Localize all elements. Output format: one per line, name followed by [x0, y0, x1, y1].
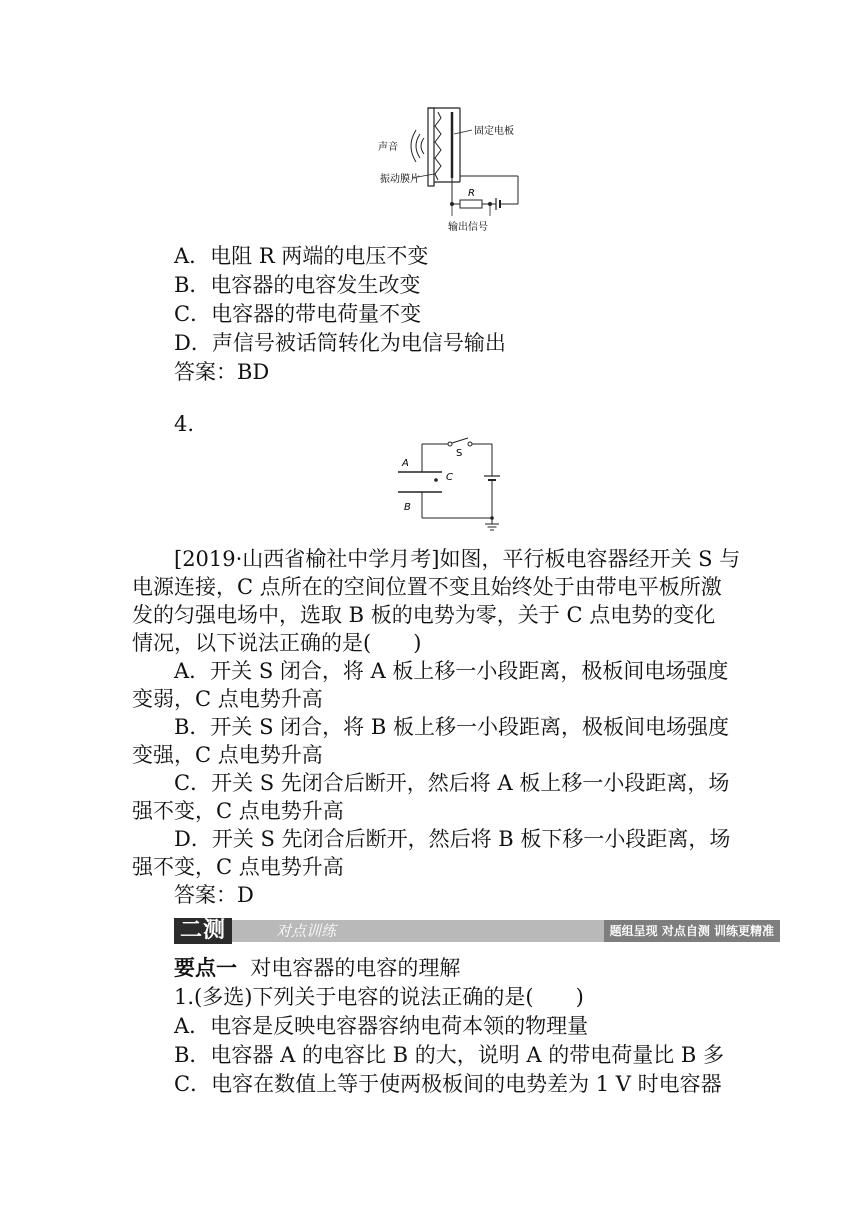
output-signal-label: 输出信号	[448, 222, 488, 233]
q3-option-d: D．声信号被话筒转化为电信号输出	[174, 331, 506, 355]
q3-answer: 答案：BD	[174, 360, 270, 384]
q1-stem: 1.(多选)下列关于电容的说法正确的是( )	[174, 985, 584, 1009]
q4-option-a-line-2: 变弱，C 点电势升高	[132, 687, 323, 711]
q4-number: 4.	[174, 412, 195, 436]
q4-stem-line-2: 电源连接，C 点所在的空间位置不变且始终处于由带电平板所激	[132, 575, 722, 599]
section-banner	[174, 918, 780, 944]
resistor-label: R	[468, 188, 475, 199]
plate-b-label: B	[404, 502, 411, 513]
fixed-plate-label: 固定电板	[474, 126, 514, 137]
banner-title: 二测	[174, 918, 232, 944]
switch-s-label: S	[456, 448, 463, 459]
section-heading-row	[174, 954, 460, 982]
plate-a-label: A	[402, 458, 409, 469]
q1-option-c: C．电容在数值上等于使两极板间的电势差为 1 V 时电容器	[174, 1072, 722, 1096]
q1-option-b: B．电容器 A 的电容比 B 的大，说明 A 的带电荷量比 B 多	[174, 1043, 725, 1067]
q3-option-c: C．电容器的带电荷量不变	[174, 302, 422, 326]
sound-label: 声音	[378, 142, 398, 153]
q4-option-c-line-2: 强不变，C 点电势升高	[132, 799, 344, 823]
point-c-label: C	[446, 472, 453, 483]
q4-option-c-line-1: C．开关 S 先闭合后断开，然后将 A 板上移一小段距离，场	[174, 771, 730, 795]
banner-right-text: 题组呈现 对点自测 训练更精准	[604, 920, 780, 942]
banner-subtitle: 对点训练	[276, 922, 337, 940]
q4-stem-line-3: 发的匀强电场中，选取 B 板的电势为零，关于 C 点电势的变化	[132, 603, 716, 627]
q3-option-a: A．电阻 R 两端的电压不变	[174, 244, 429, 268]
q1-option-a: A．电容是反映电容器容纳电荷本领的物理量	[174, 1014, 589, 1038]
q3-option-b: B．电容器的电容发生改变	[174, 273, 421, 297]
q4-stem-line-4: 情况，以下说法正确的是( )	[132, 631, 422, 655]
parallel-plate-figure	[392, 432, 508, 534]
q4-stem-line-1: [2019·山西省榆社中学月考]如图，平行板电容器经开关 S 与	[174, 547, 741, 571]
q4-option-d-line-2: 强不变，C 点电势升高	[132, 855, 344, 879]
microphone-capacitor-figure	[372, 100, 532, 240]
section-heading-text: 对电容器的电容的理解	[250, 956, 461, 980]
diaphragm-label: 振动膜片	[380, 174, 420, 185]
q4-option-a-line-1: A．开关 S 闭合，将 A 板上移一小段距离，极板间电场强度	[174, 659, 729, 683]
q4-option-b-line-2: 变强，C 点电势升高	[132, 743, 323, 767]
section-heading: 要点一	[174, 956, 237, 980]
q4-answer: 答案：D	[174, 883, 254, 907]
q4-option-b-line-1: B．开关 S 闭合，将 B 板上移一小段距离，极板间电场强度	[174, 715, 729, 739]
q4-option-d-line-1: D．开关 S 先闭合后断开，然后将 B 板下移一小段距离，场	[174, 827, 731, 851]
